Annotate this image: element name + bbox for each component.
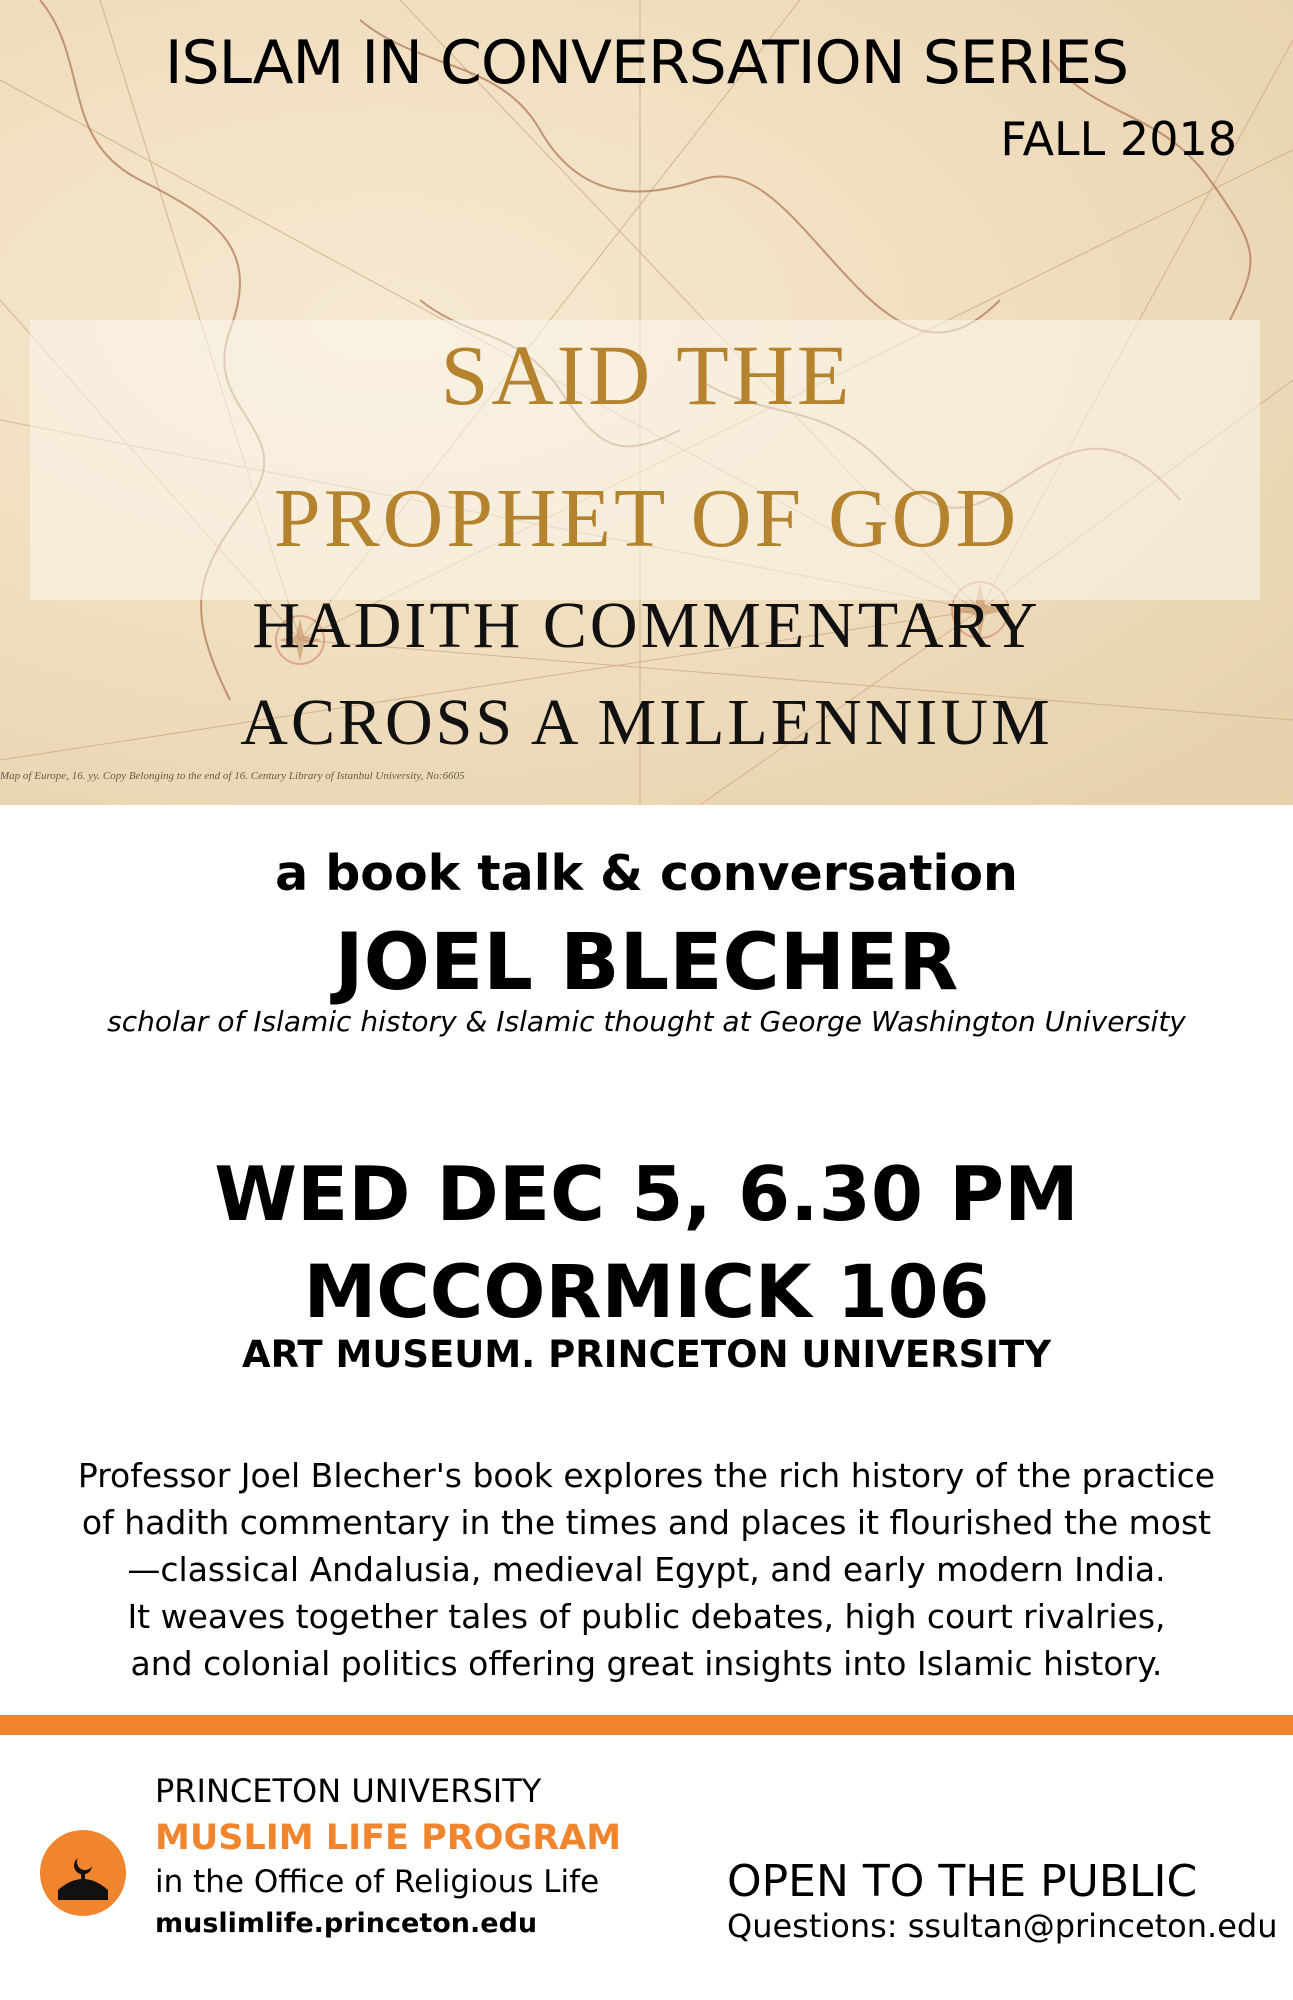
event-venue: ART MUSEUM. PRINCETON UNIVERSITY <box>241 1333 1052 1376</box>
org-program: MUSLIM LIFE PROGRAM <box>155 1818 622 1858</box>
description-line: —classical Andalusia, medieval Egypt, and early modern India. <box>127 1550 1166 1589</box>
description-line: It weaves together tales of public debates, high court rivalries, <box>127 1597 1166 1636</box>
org-university: PRINCETON UNIVERSITY <box>155 1772 542 1810</box>
description-line: Professor Joel Blecher's book explores the rich history of the practice <box>77 1456 1216 1495</box>
book-description <box>40 1452 1253 1687</box>
event-datetime: WED DEC 5, 6.30 PM <box>214 1150 1079 1238</box>
event-room: MCCORMICK 106 <box>303 1250 990 1335</box>
crescent-mosque-logo-icon <box>38 1828 128 1918</box>
divider-bar <box>0 1715 1293 1735</box>
open-to-public: OPEN TO THE PUBLIC <box>727 1856 1198 1907</box>
description-line: and colonial politics offering great insights into Islamic history. <box>130 1644 1163 1683</box>
book-title-line-2: PROPHET OF GOD <box>273 472 1020 565</box>
org-office: in the Office of Religious Life <box>155 1864 600 1900</box>
speaker-name: JOEL BLECHER <box>334 918 959 1008</box>
series-term: FALL 2018 <box>1000 112 1237 166</box>
speaker-affiliation: scholar of Islamic history & Islamic thought at George Washington University <box>107 1005 1186 1038</box>
description-line: of hadith commentary in the times and places it flourished the most <box>81 1503 1212 1542</box>
book-subtitle-line-2: ACROSS A MILLENNIUM <box>240 686 1053 759</box>
contact-email[interactable]: Questions: ssultan@princeton.edu <box>727 1907 1278 1945</box>
org-website-link[interactable]: muslimlife.princeton.edu <box>155 1908 538 1939</box>
book-subtitle-line-1: HADITH COMMENTARY <box>252 589 1041 662</box>
book-title-line-1: SAID THE <box>440 327 853 423</box>
event-type: a book talk & conversation <box>275 845 1018 902</box>
series-title: ISLAM IN CONVERSATION SERIES <box>164 28 1129 98</box>
map-caption: Map of Europe, 16. yy. Copy Belonging to the end of 16. Century Library of Istanbul University, No:6605 <box>0 770 465 782</box>
